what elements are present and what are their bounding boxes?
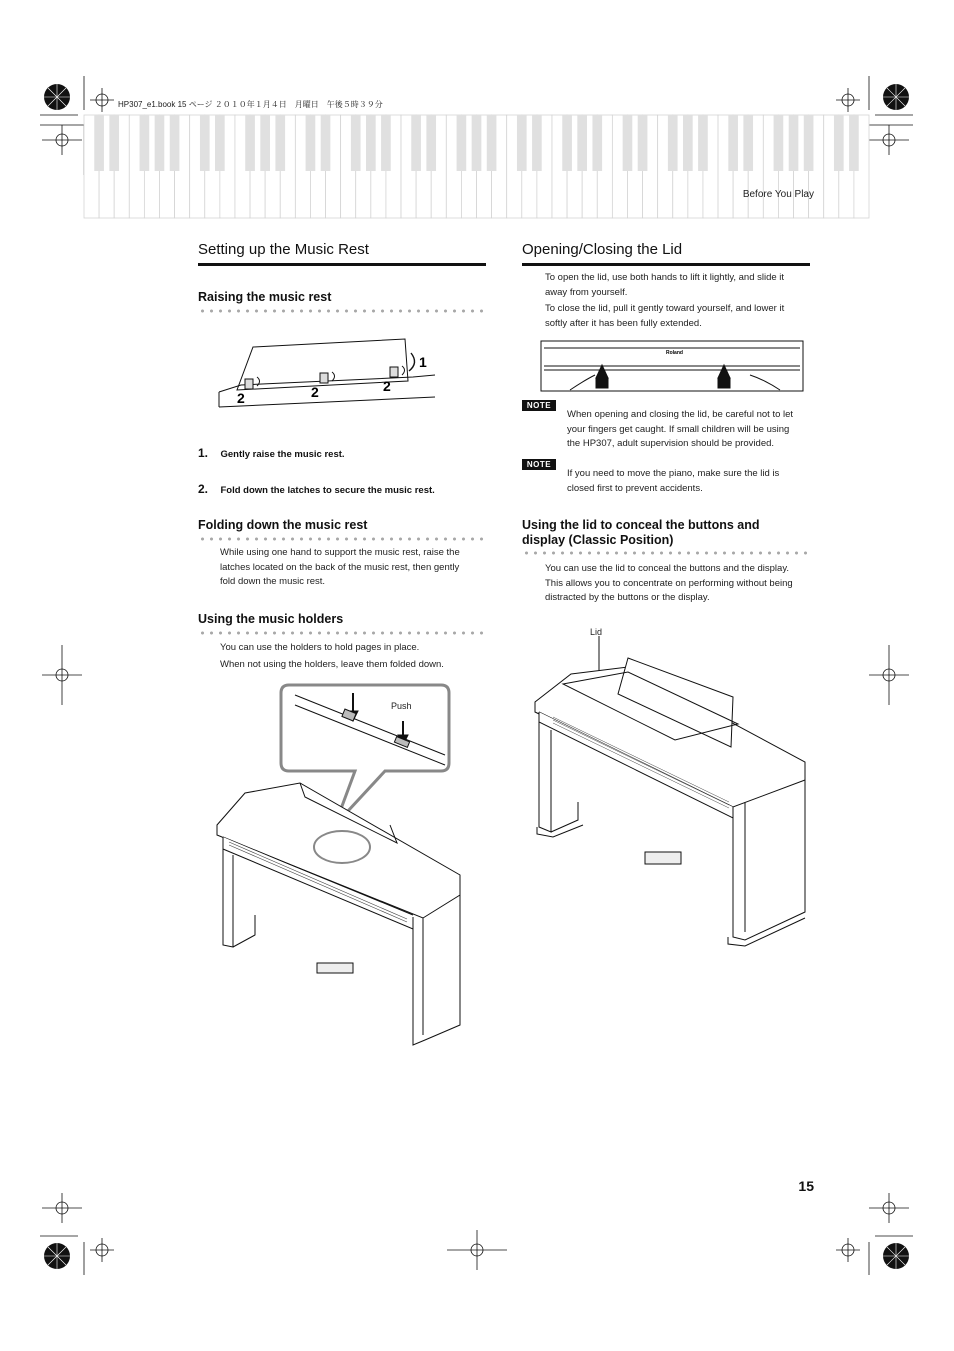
raise-label: 1: [419, 354, 427, 370]
black-key: [789, 115, 799, 171]
black-key: [743, 115, 753, 171]
black-key: [517, 115, 527, 171]
black-key: [426, 115, 436, 171]
conceal-instructions: You can use the lid to conceal the buttons and the display. This allows you to concentrate on performing without being distracted by the buttons or the display.: [545, 563, 793, 603]
black-key: [532, 115, 542, 171]
raising-heading: Raising the music rest: [198, 290, 332, 304]
black-key: [411, 115, 421, 171]
latch-label: 2: [237, 390, 245, 406]
black-key: [170, 115, 180, 171]
black-key: [683, 115, 693, 171]
dotted-divider: [198, 309, 486, 313]
lid-callout: Lid: [590, 627, 603, 637]
black-key: [140, 115, 150, 171]
black-key: [577, 115, 587, 171]
step-2: [198, 480, 435, 498]
black-key: [804, 115, 814, 171]
black-key: [487, 115, 497, 171]
black-key: [260, 115, 270, 171]
note-text: If you need to move the piano, make sure the lid is closed first to prevent accidents.: [567, 468, 780, 494]
music-rest-title: Setting up the Music Rest: [198, 241, 369, 258]
note-badge: NOTE: [522, 459, 556, 470]
black-key: [215, 115, 225, 171]
music-holders-illustration: [215, 685, 455, 1050]
keyboard-header-band: [84, 115, 869, 218]
latch-label: 2: [311, 384, 319, 400]
lid-title: Opening/Closing the Lid: [522, 241, 683, 258]
black-key: [245, 115, 255, 171]
classic-position-illustration: [533, 622, 808, 952]
step-text: Fold down the latches to secure the music rest.: [220, 485, 435, 496]
holders-line-1: You can use the holders to hold pages in place.: [220, 642, 420, 653]
black-key: [849, 115, 859, 171]
folding-instructions: While using one hand to support the music rest, raise the latches located on the back of the music rest, then gently fold down the music rest.: [220, 547, 460, 587]
black-key: [366, 115, 376, 171]
black-key: [275, 115, 285, 171]
black-key: [457, 115, 467, 171]
dotted-divider: [198, 631, 486, 635]
brand-logo: Roland: [666, 350, 683, 356]
page-number: 15: [798, 1178, 814, 1194]
holders-heading: Using the music holders: [198, 612, 344, 626]
black-key: [728, 115, 738, 171]
black-key: [306, 115, 316, 171]
dotted-divider: [198, 537, 486, 541]
step-text: Gently raise the music rest.: [220, 449, 345, 460]
black-key: [472, 115, 482, 171]
latch-label: 2: [383, 378, 391, 394]
music-rest-raise-illustration: [215, 335, 437, 415]
push-label: Push: [391, 701, 412, 711]
black-key: [638, 115, 648, 171]
step-number: 1.: [198, 446, 209, 460]
conceal-heading: Using the lid to conceal the buttons and display (Classic Position): [522, 518, 760, 547]
black-key: [623, 115, 633, 171]
black-key: [562, 115, 572, 171]
black-key: [200, 115, 210, 171]
black-key: [834, 115, 844, 171]
black-key: [321, 115, 331, 171]
black-key: [774, 115, 784, 171]
black-key: [351, 115, 361, 171]
black-key: [94, 115, 104, 171]
title-rule: [522, 263, 810, 266]
title-rule: [198, 263, 486, 266]
step-1: [198, 444, 345, 462]
black-key: [592, 115, 602, 171]
dotted-divider: [522, 551, 810, 555]
black-key: [109, 115, 119, 171]
open-instructions: To open the lid, use both hands to lift it lightly, and slide it away from yourself.: [545, 272, 785, 298]
black-key: [668, 115, 678, 171]
close-instructions: To close the lid, pull it gently toward yourself, and lower it softly after it has been fully extended.: [545, 303, 785, 329]
black-key: [698, 115, 708, 171]
black-key: [381, 115, 391, 171]
black-key: [155, 115, 165, 171]
note-text: When opening and closing the lid, be careful not to let your fingers get caught. If small children will be using the HP307, adult supervision should be provided.: [567, 409, 794, 449]
folding-heading: Folding down the music rest: [198, 518, 368, 532]
lid-illustration: [540, 340, 804, 392]
holders-line-2: When not using the holders, leave them folded down.: [220, 659, 444, 670]
note-badge: NOTE: [522, 400, 556, 411]
section-label: Before You Play: [742, 189, 814, 200]
print-header: HP307_e1.book 15 ページ ２０１０年１月４日 月曜日 午後５時３９分: [118, 100, 383, 109]
step-number: 2.: [198, 482, 209, 496]
